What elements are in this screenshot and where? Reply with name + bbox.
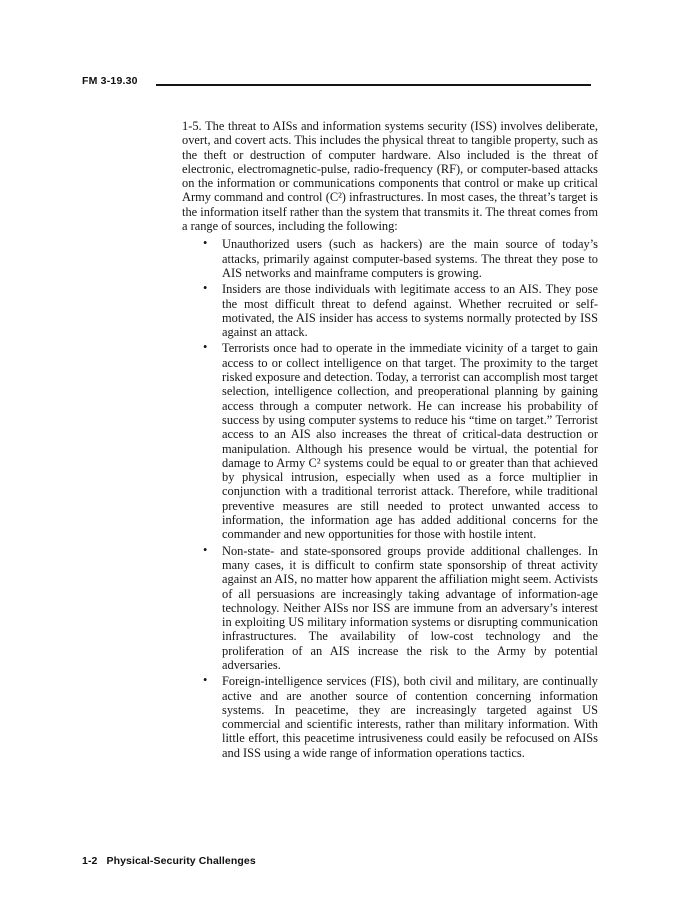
bullet-icon: • [203,281,208,296]
list-item-text: Terrorists once had to operate in the immediate vicinity of a target to gain access to or collect intelligence on that target. The proximity to the target risked exposure and detection. Today, a terrorist can accomplish most target selection, intelligence collection, and preoperational planning by gaining access through a computer network. He can increase his probability of success by using computer systems to reduce his “time on target.” Terrorist access to an AIS also increases the threat of critical-data destruction or manipulation. Although his presence would be virtual, the potential for damage to Army C² systems could be equal to or greater than that achieved by physical intrusion, especially when used as a force multiplier in conjunction with a traditional terrorist attack. Therefore, while traditional preventive measures are still needed to protect unwanted access to information, the information age has added additional concerns for the commander and new opportunities for those with hostile intent. [222,341,598,542]
threat-sources-list [182,237,598,760]
paragraph-1-5: 1-5. The threat to AISs and information systems security (ISS) involves deliberate, overt, and covert acts. This includes the physical threat to tangible property, such as the theft or destruction of computer hardware. Also included is the threat of electronic, electromagnetic-pulse, radio-frequency (RF), or computer-based attacks on the information or communications components that control or make up critical Army command and control (C²) infrastructures. In most cases, the threat’s target is the information itself rather than the system that transmits it. The threat comes from a range of sources, including the following: [182,119,598,234]
bullet-icon: • [203,340,208,355]
bullet-icon: • [203,236,208,251]
list-item [182,341,598,541]
list-item-text: Unauthorized users (such as hackers) are the main source of today’s attacks, primarily against computer-based systems. The threat they pose to AIS networks and mainframe computers is growing. [222,237,598,280]
bullet-icon: • [203,542,208,557]
list-item [182,674,598,760]
list-item-text: Foreign-intelligence services (FIS), both civil and military, are continually active and are another source of contention concerning information systems. In peacetime, they are increasingly targeted against US commercial and scientific interests, rather than military information. With little effort, this peacetime intrusiveness could easily be refocused on AISs and ISS using a wide range of information operations tactics. [222,674,598,760]
list-item-text: Non-state- and state-sponsored groups provide additional challenges. In many cases, it is difficult to confirm state sponsorship of threat activity against an AIS, no matter how apparent the affiliation might seem. Activists of all persuasions are increasingly taking advantage of information-age technology. Neither AISs nor ISS are immune from an adversary’s interest in exploiting US military information systems or disrupting communication infrastructures. The availability of low-cost technology and the proliferation of an AIS increase the risk to the Army by potential adversaries. [222,543,598,672]
list-item-text: Insiders are those individuals with legitimate access to an AIS. They pose the most difficult threat to defend against. Whether recruited or self-motivated, the AIS insider has access to systems normally protected by ISS against an attack. [222,282,598,340]
list-item [182,282,598,339]
page-number: 1-2 [82,855,98,867]
manual-number: FM 3-19.30 [82,75,138,87]
list-item [182,237,598,280]
bullet-icon: • [203,673,208,688]
page-body [182,119,598,762]
list-item [182,544,598,673]
page-footer [82,855,256,867]
header-rule [156,84,591,86]
footer-section-title: Physical-Security Challenges [106,855,256,867]
